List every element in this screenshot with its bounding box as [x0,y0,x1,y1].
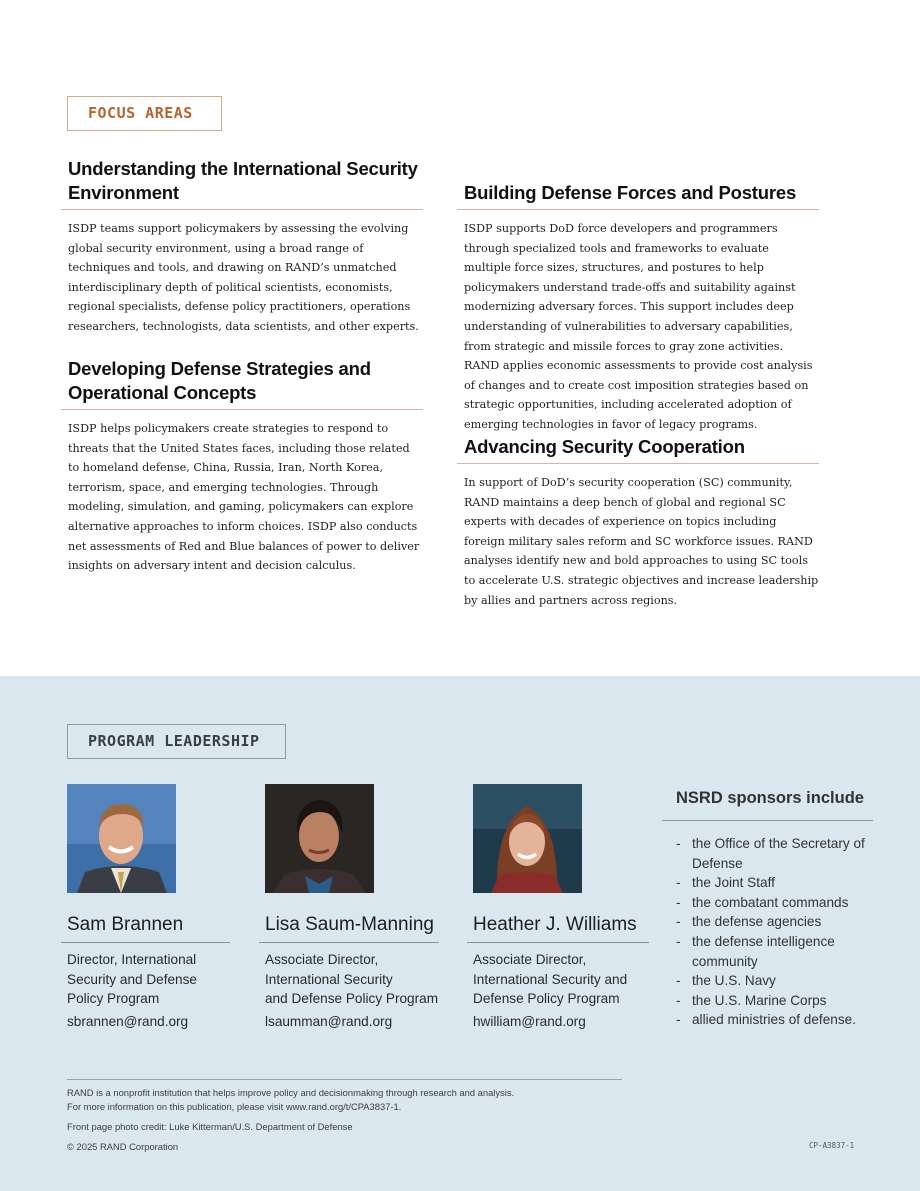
list-item: - the defense intelligence community [676,933,835,969]
leader-card [67,784,230,1031]
section-heading: Understanding the International Security Environment [61,157,423,210]
section-heading: Building Defense Forces and Postures [457,181,819,210]
leader-title: Director, International Security and Defense Policy Program [67,952,197,1007]
sponsors-list [662,834,873,1030]
list-item: - the defense agencies [676,914,822,930]
focus-section-defense-strategies [61,357,423,576]
list-item: - the U.S. Marine Corps [676,992,827,1008]
leader-card [265,784,439,1031]
leader-card [473,784,649,1031]
portrait-photo [265,784,374,893]
sponsors-box [662,786,873,1030]
leader-email-link[interactable]: sbrannen@rand.org [67,1013,189,1029]
leadership-panel [0,676,920,1191]
section-heading: Advancing Security Cooperation [457,435,819,464]
focus-areas-tag: FOCUS AREAS [67,96,222,131]
footer-divider [67,1079,622,1080]
leader-name: Heather J. Williams [467,913,649,943]
leader-title: Associate Director, International Security and Defense Policy Program [473,952,628,1007]
section-body: ISDP teams support policymakers by assessing the evolving global security environment, using a broad range of techniques and tools, and drawing on RAND’s unmatched interdisciplinary depth of political scientists, economists, regional specialists, defense policy practitioners, operations researchers, technologists, data scientists, and other experts. [68,222,419,333]
leader-name: Lisa Saum-Manning [259,913,439,943]
focus-section-security-environment [61,157,423,337]
list-item: - allied ministries of defense. [676,1012,856,1028]
section-body: ISDP supports DoD force developers and programmers through specialized tools and frameworks to evaluate multiple force sizes, structures, and postures to help policymakers understand trade-offs and suitability against modernizing adversary forces. This support includes deep understanding of vulnerabilities to adversary capabilities, from strategic and missile forces to gray zone activities. RAND applies economic assessments to provide cost analysis of changes and to create cost imposition strategies based on strategic opportunities, including accelerated adoption of emerging technologies in favor of legacy programs. [464,222,813,431]
list-item: - the Office of the Secretary of Defense [676,836,865,871]
list-item: - the Joint Staff [676,875,775,891]
leader-name: Sam Brannen [61,913,230,943]
document-code: CP-A3837-1 [809,1141,855,1150]
program-leadership-tag: PROGRAM LEADERSHIP [67,724,286,759]
copyright: © 2025 RAND Corporation [67,1141,179,1152]
section-heading: Developing Defense Strategies and Operational Concepts [61,357,423,410]
footer-about: RAND is a nonprofit institution that helps improve policy and decisionmaking through research and analysis. For more information on this publication, please visit www.rand.org/t/CPA3837-1. [67,1087,515,1112]
leader-email-link[interactable]: lsaumman@rand.org [265,1013,393,1029]
leader-email-link[interactable]: hwilliam@rand.org [473,1013,586,1029]
focus-section-security-cooperation [457,435,819,610]
list-item: - the combatant commands [676,894,849,910]
photo-credit: Front page photo credit: Luke Kitterman/U.S. Department of Defense [67,1121,353,1132]
leader-title: Associate Director, International Security and Defense Policy Program [265,952,439,1007]
list-item: - the U.S. Navy [676,973,776,989]
portrait-photo [67,784,176,893]
sponsors-heading: NSRD sponsors include [662,786,873,821]
section-body: In support of DoD’s security cooperation (SC) community, RAND maintains a deep bench of global and regional SC experts with decades of experience on topics including foreign military sales reform and SC workforce issues. RAND analyses identify new and bold approaches to using SC tools to accelerate U.S. strategic objectives and increase leadership by allies and partners across regions. [464,476,819,607]
focus-section-defense-forces [457,181,819,435]
portrait-photo [473,784,582,893]
section-body: ISDP helps policymakers create strategies to respond to threats that the United States faces, including those related to homeland defense, China, Russia, Iran, North Korea, terrorism, space, and emerging technologies. Through modeling, simulation, and gaming, policymakers can explore alternative approaches to inform choices. ISDP also conducts net assessments of Red and Blue balances of power to deliver insights on adversary intent and decision calculus. [68,422,420,573]
